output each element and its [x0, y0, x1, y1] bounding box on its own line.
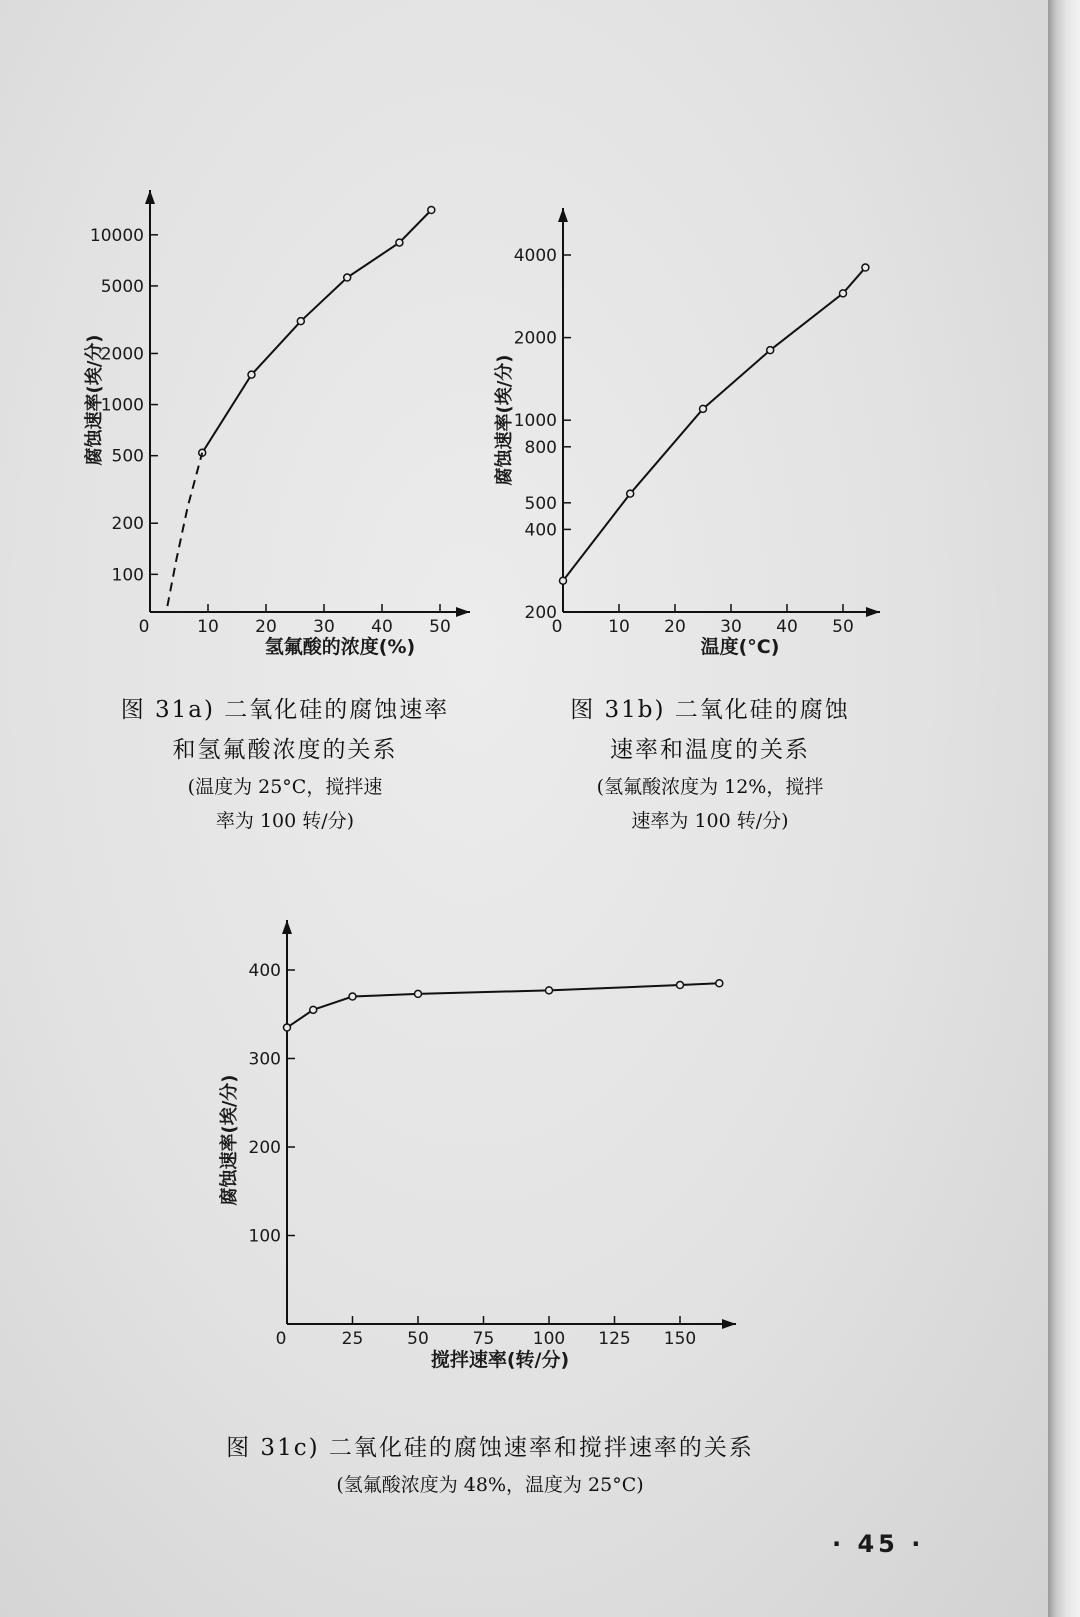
y-tick-label: 100: [111, 565, 144, 586]
caption-title: 图 31a) 二氧化硅的腐蚀速率: [120, 697, 450, 723]
y-axis-arrow: [282, 920, 292, 934]
x-tick-label: 0: [138, 617, 150, 637]
y-axis-label: 腐蚀速率(埃/分): [219, 1074, 240, 1206]
y-tick-label: 2000: [513, 328, 557, 349]
x-tick-label: 100: [532, 1329, 566, 1349]
caption-note: (温度为 25°C，搅拌速: [187, 776, 383, 798]
y-tick-label: 500: [524, 493, 557, 514]
caption-title: 图 31c) 二氧化硅的腐蚀速率和搅拌速率的关系: [226, 1435, 754, 1461]
x-tick-label: 30: [720, 617, 742, 637]
caption-note-line2: 率为 100 转/分): [215, 810, 355, 832]
x-tick-label: 150: [663, 1329, 697, 1349]
x-tick-label: 50: [407, 1329, 429, 1349]
y-tick-label: 1000: [100, 395, 144, 416]
y-tick-label: 200: [248, 1138, 281, 1158]
caption-title-line2: 和氢氟酸浓度的关系: [172, 737, 398, 763]
x-tick-label: 40: [371, 617, 393, 637]
y-tick-label: 200: [111, 514, 144, 535]
x-tick-label: 30: [313, 617, 335, 637]
x-axis-label: 氢氟酸的浓度(%): [264, 636, 416, 658]
x-tick-label: 10: [608, 617, 630, 637]
y-tick-label: 10000: [89, 225, 144, 246]
y-tick-label: 400: [248, 961, 281, 981]
x-tick-label: 20: [255, 617, 277, 637]
y-tick-label: 4000: [513, 246, 557, 266]
data-point: [284, 1024, 291, 1031]
x-tick-label: 50: [832, 617, 854, 637]
x-tick-label: 125: [598, 1329, 631, 1349]
x-tick-label: 75: [472, 1329, 495, 1349]
caption-note: (氢氟酸浓度为 48%，温度为 25°C): [336, 1474, 644, 1496]
x-tick-label: 10: [197, 617, 219, 637]
y-tick-label: 500: [111, 446, 144, 467]
data-point: [546, 987, 553, 994]
caption-title: 图 31b) 二氧化硅的腐蚀: [570, 697, 850, 723]
x-axis-label: 搅拌速率(转/分): [430, 1349, 570, 1371]
series-line: [287, 983, 719, 1027]
data-point: [415, 990, 422, 997]
page-edge: [1048, 0, 1080, 1617]
caption-31c: [170, 1428, 810, 1502]
x-tick-label: 25: [341, 1329, 364, 1349]
y-tick-label: 1000: [513, 411, 557, 432]
x-tick-label: 0: [551, 617, 563, 637]
y-tick-label: 5000: [100, 276, 144, 297]
y-tick-label: 300: [248, 1049, 281, 1070]
x-tick-label: 40: [776, 617, 798, 637]
x-tick-label: 0: [275, 1329, 287, 1349]
y-axis-label: 腐蚀速率(埃/分): [84, 334, 105, 466]
y-tick-label: 800: [524, 437, 557, 458]
data-point: [677, 982, 684, 989]
data-point: [349, 993, 356, 1000]
x-tick-label: 50: [429, 617, 451, 637]
page-number: · 45 ·: [832, 1530, 925, 1558]
caption-note: (氢氟酸浓度为 12%，搅拌: [596, 776, 824, 798]
y-tick-label: 100: [248, 1226, 281, 1247]
caption-31a: [75, 690, 495, 838]
y-tick-label: 200: [524, 603, 557, 623]
x-axis-arrow: [722, 1319, 736, 1329]
y-tick-label: 400: [524, 520, 557, 541]
data-point: [716, 980, 723, 987]
caption-note-line2: 速率为 100 转/分): [631, 810, 789, 832]
x-axis-label: 温度(°C): [700, 636, 780, 658]
y-tick-label: 2000: [100, 344, 144, 365]
x-tick-label: 20: [664, 617, 686, 637]
caption-title-line2: 速率和温度的关系: [610, 737, 810, 763]
data-point: [310, 1006, 317, 1013]
y-axis-label: 腐蚀速率(埃/分): [494, 354, 515, 486]
caption-31b: [525, 690, 895, 838]
